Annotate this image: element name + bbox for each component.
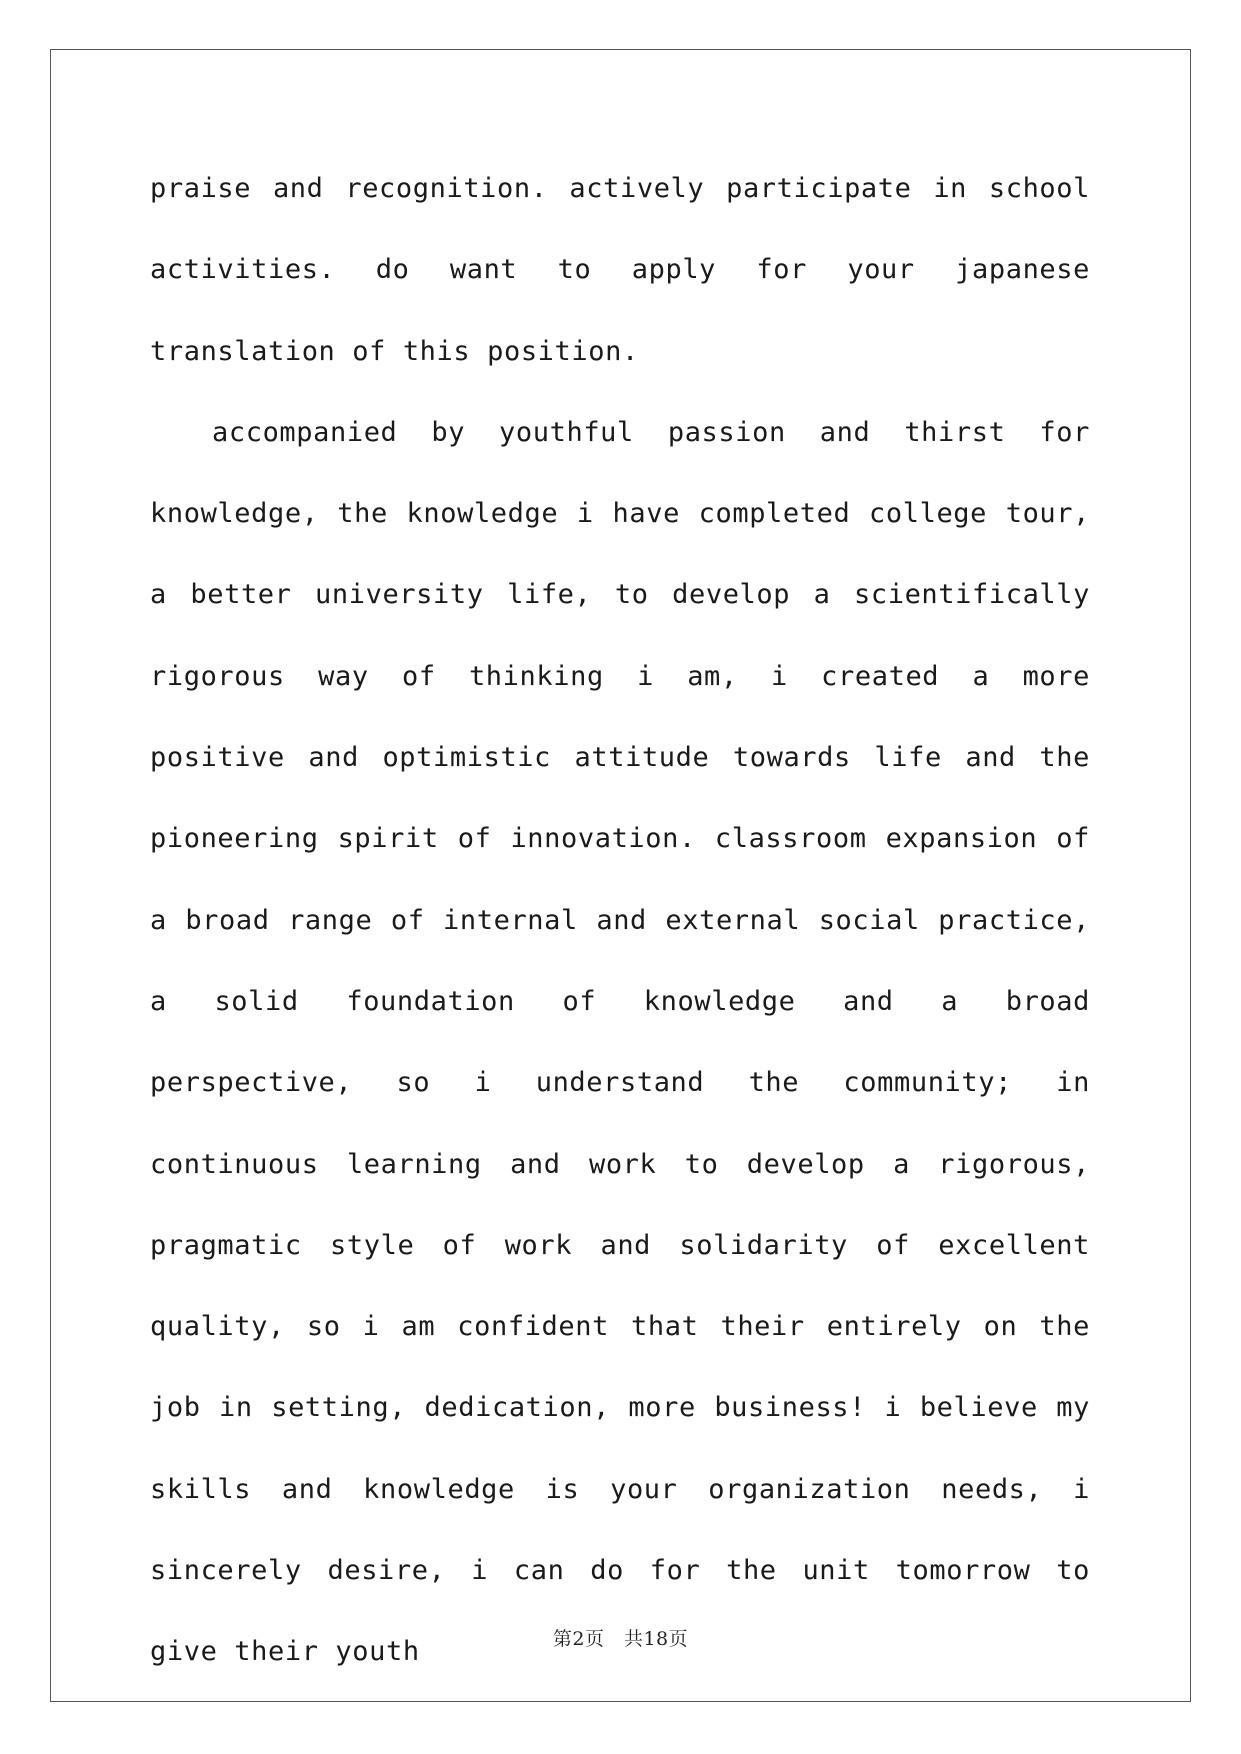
document-body	[150, 148, 1090, 1693]
paragraph-2: accompanied by youthful passion and thirst for knowledge, the knowledge i have completed college tour, a better university life, to develop a scientifically rigorous way of thinking i am, i created a more positive and optimistic attitude towards life and the pioneering spirit of innovation. classroom expansion of a broad range of internal and external social practice, a solid foundation of knowledge and a broad perspective, so i understand the community; in continuous learning and work to develop a rigorous, pragmatic style of work and solidarity of excellent quality, so i am confident that their entirely on the job in setting, dedication, more business! i believe my skills and knowledge is your organization needs, i sincerely desire, i can do for the unit tomorrow to give their youth	[150, 416, 1090, 1668]
paragraph-1: praise and recognition. actively participate in school activities. do want to apply for your japanese translation of this position.	[150, 173, 1090, 367]
page-number-footer: 第2页 共18页	[552, 1628, 689, 1650]
